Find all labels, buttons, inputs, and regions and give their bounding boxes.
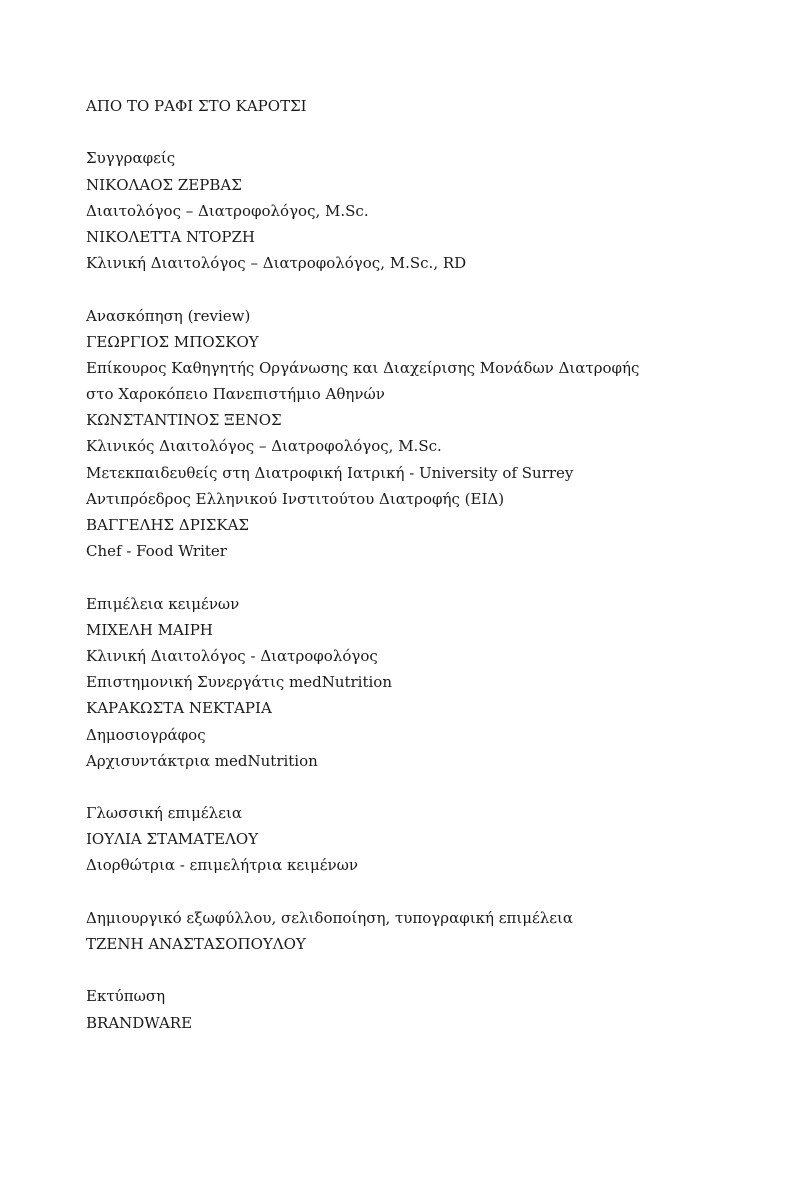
credit-line: ΙΟΥΛΙΑ ΣΤΑΜΑΤΕΛΟΥ bbox=[86, 830, 259, 849]
credits-section bbox=[86, 564, 766, 774]
credit-line: Chef - Food Writer bbox=[86, 542, 227, 561]
section-spacer bbox=[86, 774, 766, 800]
credit-line: ΚΑΡΑΚΩΣΤΑ ΝΕΚΤΑΡΙΑ bbox=[86, 699, 272, 718]
section-spacer bbox=[86, 957, 766, 983]
credits-sections bbox=[86, 119, 766, 1036]
credit-line: ΜΙΧΕΛΗ ΜΑΙΡΗ bbox=[86, 620, 213, 639]
credit-line: ΤΖΕΝΗ ΑΝΑΣΤΑΣΟΠΟΥΛΟΥ bbox=[86, 935, 306, 953]
credit-line: Κλινικός Διαιτολόγος – Διατροφολόγος, M.Sc. bbox=[86, 437, 442, 456]
credit-line: Κλινική Διαιτολόγος - Διατροφολόγος bbox=[86, 646, 378, 665]
credit-line: Διαιτολόγος – Διατροφολόγος, M.Sc. bbox=[86, 201, 369, 220]
credit-line: Μετεκπαιδευθείς στη Διατροφική Ιατρική - University of Surrey bbox=[86, 463, 574, 482]
section-heading: Γλωσσική επιμέλεια bbox=[86, 804, 242, 823]
credit-line: ΝΙΚΟΛΑΟΣ ΖΕΡΒΑΣ bbox=[86, 175, 242, 194]
section-spacer bbox=[86, 879, 766, 905]
credit-line: Αντιπρόεδρος Ελληνικού Ινστιτούτου Διατροφής (ΕΙΔ) bbox=[86, 489, 505, 508]
credits-section bbox=[86, 957, 766, 1036]
section-spacer bbox=[86, 276, 766, 302]
credit-line: Επιστημονική Συνεργάτις medNutrition bbox=[86, 673, 392, 692]
section-heading: Επιμέλεια κειμένων bbox=[86, 594, 240, 613]
credits-section bbox=[86, 879, 766, 958]
credit-line: Αρχισυντάκτρια medNutrition bbox=[86, 751, 318, 770]
credit-line: Επίκουρος Καθηγητής Οργάνωσης και Διαχείρισης Μονάδων Διατροφής bbox=[86, 358, 640, 377]
section-heading: Συγγραφείς bbox=[86, 149, 176, 168]
credit-line: BRANDWARE bbox=[86, 1013, 193, 1032]
book-title: ΑΠΟ ΤΟ ΡΑΦΙ ΣΤΟ ΚΑΡΟΤΣΙ bbox=[86, 97, 307, 115]
credit-line: Διορθώτρια - επιμελήτρια κειμένων bbox=[86, 856, 358, 875]
section-heading: Εκτύπωση bbox=[86, 987, 166, 1006]
credits-page bbox=[86, 93, 766, 1036]
credit-line: ΓΕΩΡΓΙΟΣ ΜΠΟΣΚΟΥ bbox=[86, 332, 259, 351]
section-spacer bbox=[86, 119, 766, 145]
section-heading: Δημιουργικό εξωφύλλου, σελιδοποίηση, τυπογραφική επιμέλεια bbox=[86, 908, 574, 927]
credits-section bbox=[86, 119, 766, 276]
section-spacer bbox=[86, 564, 766, 590]
credit-line: ΝΙΚΟΛΕΤΤΑ ΝΤΟΡΖΗ bbox=[86, 227, 255, 246]
credit-line: στο Χαροκόπειο Πανεπιστήμιο Αθηνών bbox=[86, 385, 385, 404]
credits-section bbox=[86, 276, 766, 564]
section-heading: Ανασκόπηση (review) bbox=[86, 306, 251, 325]
credit-line: ΚΩΝΣΤΑΝΤΙΝΟΣ ΞΕΝΟΣ bbox=[86, 411, 282, 430]
credit-line: Δημοσιογράφος bbox=[86, 725, 206, 744]
credits-section bbox=[86, 774, 766, 879]
credit-line: ΒΑΓΓΕΛΗΣ ΔΡΙΣΚΑΣ bbox=[86, 516, 250, 534]
credit-line: Κλινική Διαιτολόγος – Διατροφολόγος, M.Sc., RD bbox=[86, 254, 467, 273]
